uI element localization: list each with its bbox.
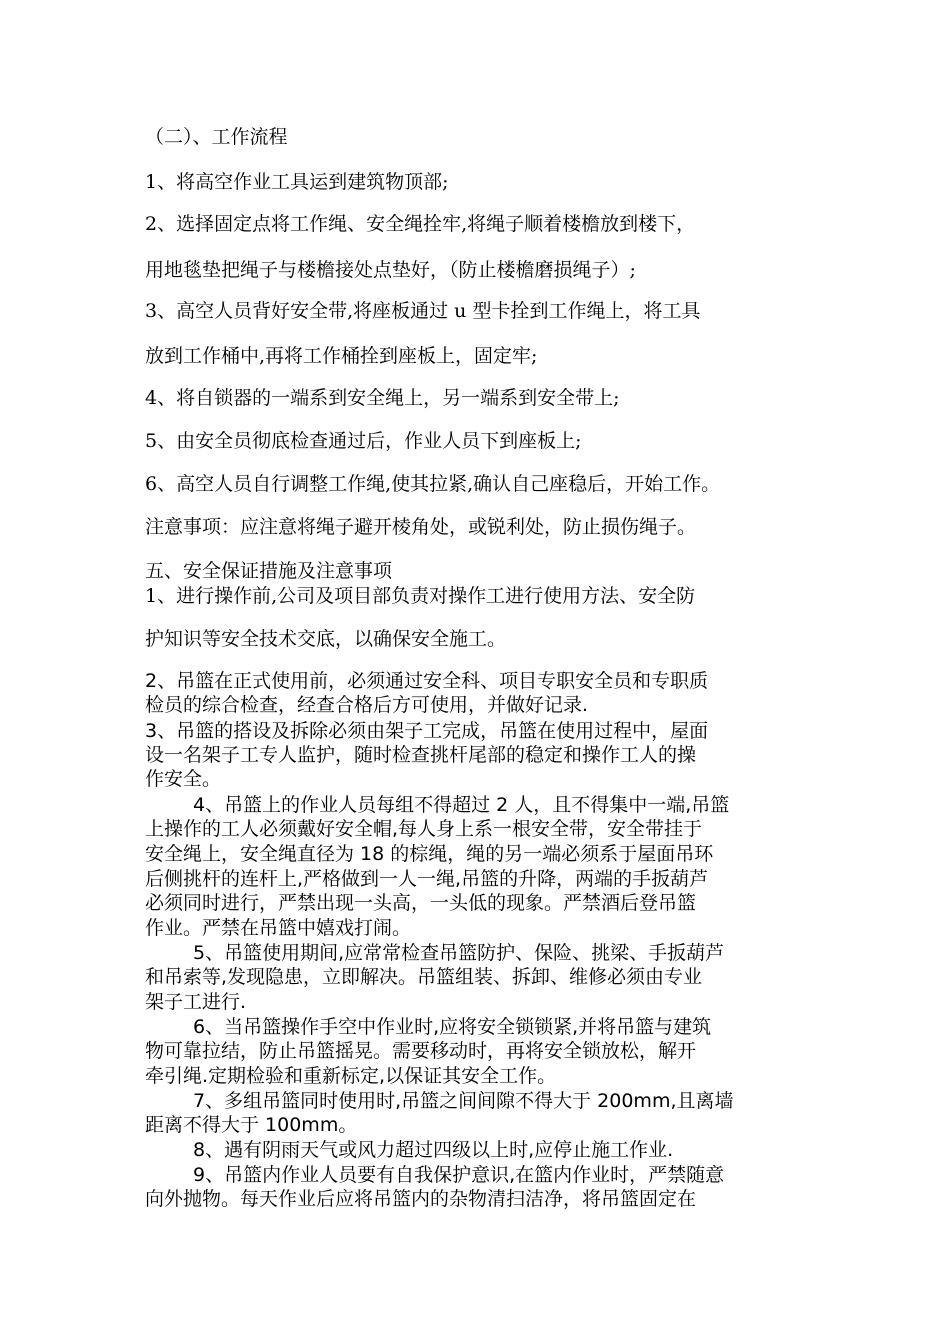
paragraph-line: 6、高空人员自行调整工作绳,使其拉紧,确认自己座稳后，开始工作。 (145, 473, 721, 495)
paragraph-line: 架子工进行. (145, 991, 247, 1013)
paragraph-line: 安全绳上，安全绳直径为 18 的棕绳，绳的另一端必须系于屋面吊环 (145, 843, 714, 865)
paragraph-line: 1、将高空作业工具运到建筑物顶部; (145, 171, 449, 193)
paragraph-line: 和吊索等,发现隐患，立即解决。吊篮组装、拆卸、维修必须由专业 (145, 966, 703, 988)
paragraph-line: 4、将自锁器的一端系到安全绳上，另一端系到安全带上; (145, 387, 620, 409)
paragraph-line: 上操作的工人必须戴好安全帽,每人身上系一根安全带，安全带挂于 (145, 818, 703, 840)
paragraph-line: 牵引绳.定期检验和重新标定,以保证其安全工作。 (145, 1065, 557, 1087)
paragraph-line: 4、吊篮上的作业人员每组不得超过 2 人，且不得集中一端,吊篮 (193, 794, 730, 816)
paragraph-line: 2、吊篮在正式使用前，必须通过安全科、项目专职安全员和专职质 (145, 670, 709, 692)
paragraph-line: 后侧挑杆的连杆上,严格做到一人一绳,吊篮的升降，两端的手扳葫芦 (145, 868, 709, 890)
paragraph-line: 注意事项：应注意将绳子避开棱角处，或锐利处，防止损伤绳子。 (145, 516, 697, 538)
paragraph-line: 设一名架子工专人监护，随时检查挑杆尾部的稳定和操作工人的操 (145, 744, 697, 766)
section-heading-safety: 五、安全保证措施及注意事项 (145, 560, 393, 582)
paragraph-line: 作业。严禁在吊篮中嬉戏打闹。 (145, 917, 412, 939)
paragraph-line: 物可靠拉结，防止吊篮摇晃。需要移动时，再将安全锁放松，解开 (145, 1040, 697, 1062)
paragraph-line: 护知识等安全技术交底，以确保安全施工。 (145, 628, 507, 650)
paragraph-line: 放到工作桶中,再将工作桶拴到座板上，固定牢; (145, 345, 538, 367)
paragraph-line: 检员的综合检查，经查合格后方可使用，并做好记录. (145, 694, 589, 716)
paragraph-line: 用地毯垫把绳子与楼檐接处点垫好，（防止楼檐磨损绳子）; (145, 259, 636, 281)
paragraph-line: 6、当吊篮操作手空中作业时,应将安全锁锁紧,并将吊篮与建筑 (193, 1016, 712, 1038)
paragraph-line: 向外抛物。每天作业后应将吊篮内的杂物清扫洁净，将吊篮固定在 (145, 1188, 697, 1210)
paragraph-line: 5、吊篮使用期间,应常常检查吊篮防护、保险、挑梁、手扳葫芦 (193, 942, 725, 964)
paragraph-line: 必须同时进行，严禁出现一头高，一头低的现象。严禁酒后登吊篮 (145, 892, 697, 914)
paragraph-line: 作安全。 (145, 768, 222, 790)
paragraph-line: 5、由安全员彻底检查通过后，作业人员下到座板上; (145, 430, 582, 452)
paragraph-line: 9、吊篮内作业人员要有自我保护意识,在篮内作业时，严禁随意 (193, 1164, 725, 1186)
paragraph-line: 7、多组吊篮同时使用时,吊篮之间间隙不得大于 200mm,且离墙 (193, 1090, 734, 1112)
paragraph-line: 3、高空人员背好安全带,将座板通过 u 型卡拴到工作绳上，将工具 (145, 300, 701, 322)
paragraph-line: 3、吊篮的搭设及拆除必须由架子工完成，吊篮在使用过程中，屋面 (145, 720, 709, 742)
paragraph-line: 8、遇有阴雨天气或风力超过四级以上时,应停止施工作业. (193, 1139, 674, 1161)
paragraph-line: 距离不得大于 100mm。 (145, 1114, 358, 1136)
paragraph-line: 2、选择固定点将工作绳、安全绳拴牢,将绳子顺着楼檐放到楼下， (145, 213, 696, 235)
paragraph-line: 1、进行操作前,公司及项目部负责对操作工进行使用方法、安全防 (145, 585, 696, 607)
section-heading-workflow: （二）、工作流程 (145, 126, 288, 148)
